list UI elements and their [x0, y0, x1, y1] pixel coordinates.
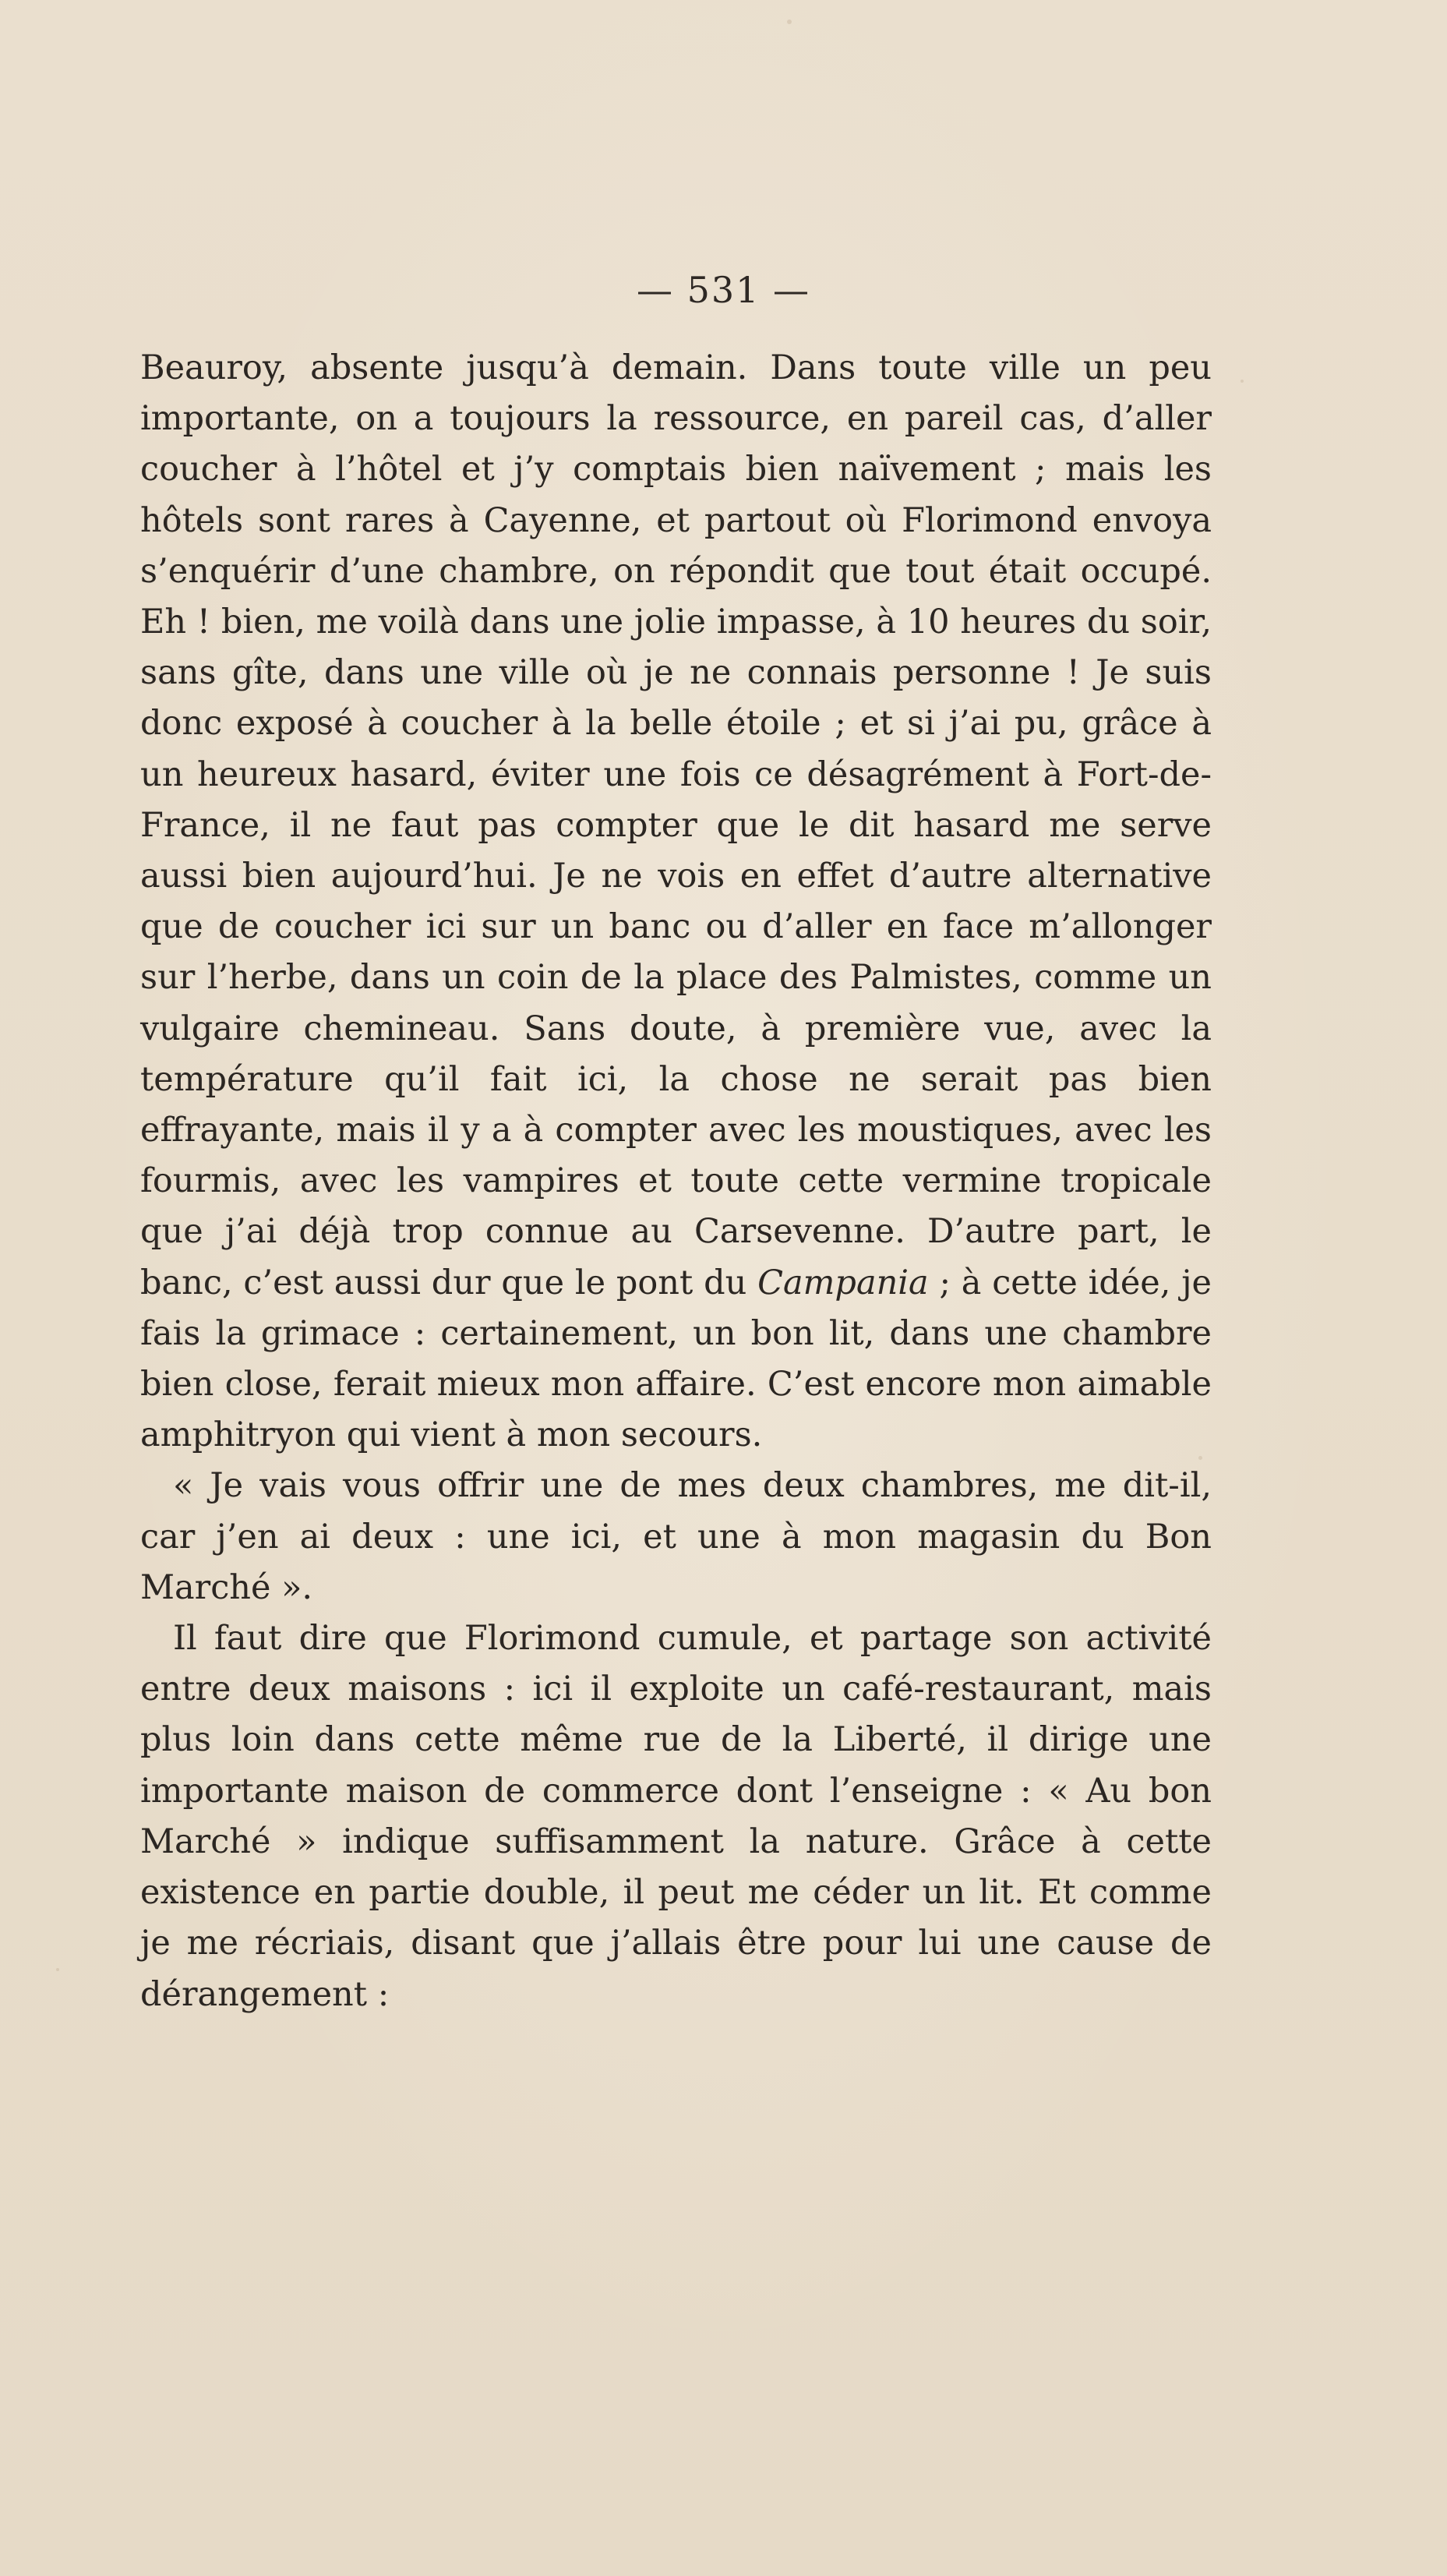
body-text	[140, 343, 1212, 2020]
paragraph-3: Il faut dire que Florimond cumule, et partage son activité entre deux maisons : ici il exploite un café-restaurant, mais plus loin dans cette même rue de la Liberté, il dirige une importante maison de commerce dont l’enseigne : « Au bon Marché » indique suffisamment la nature. Grâce à cette existence en partie double, il peut me céder un lit. Et comme je me récriais, disant que j’allais être pour lui une cause de dérangement :	[140, 1619, 1212, 2014]
paragraph-2: « Je vais vous offrir une de mes deux chambres, me dit-il, car j’en ai deux : une ici, et une à mon magasin du Bon Marché ».	[140, 1466, 1212, 1607]
paper-speck	[56, 1968, 59, 1971]
paragraph-1	[140, 343, 1212, 1461]
paragraph-1-text-b: ; à cette idée, je fais la grimace : certainement, un bon lit, dans une chambre bien close, ferait mieux mon affaire. C’est encore mon aimable amphitryon qui vient à mon secours.	[140, 1263, 1212, 1455]
ship-name-italic: Campania	[757, 1263, 929, 1302]
page-number: — 531 —	[636, 269, 811, 311]
paragraph-1-text-a: Beauroy, absente jusqu’à demain. Dans toute ville un peu importante, on a toujours la ressource, en pareil cas, d’aller coucher à l’hôtel et j’y comptais bien naïvement ; mais les hôtels sont rares à Cayenne, et partout où Florimond envoya s’enquérir d’une chambre, on répondit que tout était occupé. Eh ! bien, me voilà dans une jolie impasse, à 10 heures du soir, sans gîte, dans une ville où je ne connais personne ! Je suis donc exposé à coucher à la belle étoile ; et si j’ai pu, grâce à un heureux hasard, éviter une fois ce désagrément à Fort-de-France, il ne faut pas compter que le dit hasard me serve aussi bien aujourd’hui. Je ne vois en effet d’autre alternative que de coucher ici sur un banc ou d’aller en face m’allonger sur l’herbe, dans un coin de la place des Palmistes, comme un vulgaire chemineau. Sans doute, à première vue, avec la température qu’il fait ici, la chose ne serait pas bien effrayante, mais il y a à compter avec les moustiques, avec les fourmis, avec les vampires et toute cette vermine tropicale que j’ai déjà trop connue au Carsevenne. D’autre part, le banc, c’est aussi dur que le pont du	[140, 348, 1212, 1302]
paper-speck	[1241, 380, 1244, 383]
paper-speck	[787, 19, 792, 24]
